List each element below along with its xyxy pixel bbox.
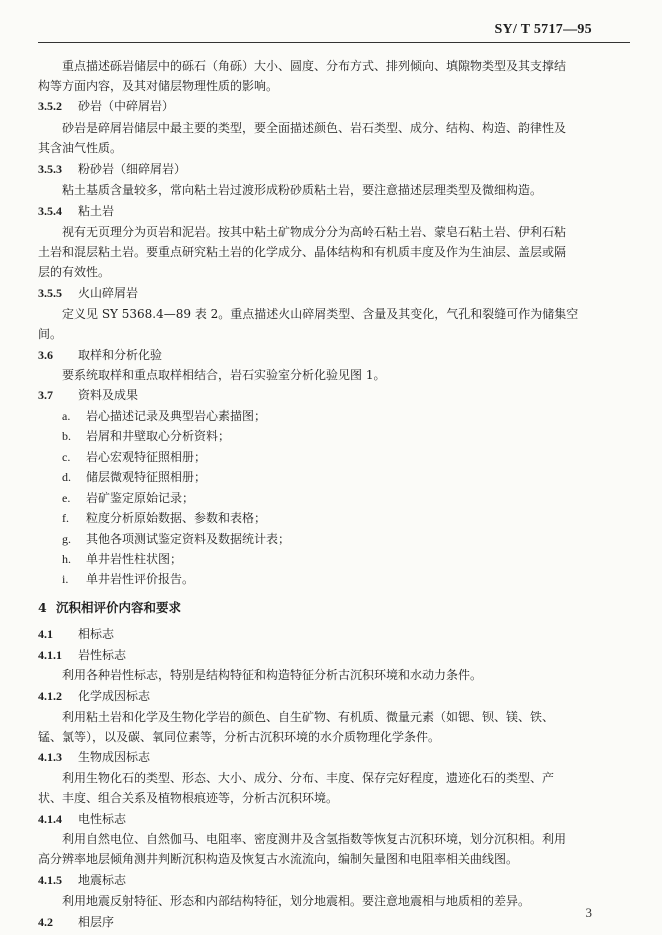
list-item (62, 447, 206, 467)
heading-title: 化学成因标志 (78, 689, 151, 703)
page-number: 3 (585, 905, 592, 920)
heading-number: 3.5.4 (38, 204, 62, 218)
paragraph-continuation: 状、丰度、组合关系及植物根痕迹等，分析古沉积环境。 (38, 791, 339, 805)
list-text: 单井岩性评价报告。 (86, 572, 195, 586)
paragraph-continuation: 土岩和混层粘土岩。要重点研究粘土岩的化学成分、晶体结构和有机质丰度及作为生油层、盖层或隔 (38, 245, 567, 259)
heading-number: 4.1 (38, 627, 53, 641)
heading-title: 岩性标志 (78, 648, 127, 662)
list-item (62, 426, 230, 446)
heading-number: 4.2 (38, 915, 53, 929)
heading-title: 火山碎屑岩 (78, 286, 139, 300)
paragraph-continuation: 锰、氯等），以及碳、氧同位素等，分析古沉积环境的水介质物理化学条件。 (38, 730, 441, 744)
heading-title: 生物成因标志 (78, 750, 151, 764)
list-text: 岩心宏观特征照相册； (86, 450, 207, 464)
heading-title: 砂岩（中碎屑岩） (78, 99, 175, 113)
list-marker: e. (62, 491, 71, 505)
list-marker: b. (62, 429, 71, 443)
list-text: 其他各项测试鉴定资料及数据统计表； (86, 532, 291, 546)
heading-number: 4.1.5 (38, 873, 62, 887)
section-heading (38, 96, 174, 116)
list-text: 岩矿鉴定原始记录； (86, 491, 195, 505)
section-heading (38, 159, 186, 179)
paragraph-line: 利用自然电位、自然伽马、电阻率、密度测井及含氢指数等恢复古沉积环境，划分沉积相。利用 (62, 832, 567, 846)
header-rule (38, 42, 630, 43)
list-text: 粒度分析原始数据、参数和表格； (86, 511, 267, 525)
list-marker: d. (62, 470, 71, 484)
paragraph-line: 砂岩是碎屑岩储层中最主要的类型，要全面描述颜色、岩石类型、成分、结构、构造、韵律性及 (62, 121, 567, 135)
paragraph-line: 利用各种岩性标志，特别是结构特征和构造特征分析古沉积环境和水动力条件。 (62, 668, 483, 682)
list-text: 岩屑和井壁取心分析资料； (86, 429, 231, 443)
paragraph-line: 利用生物化石的类型、形态、大小、成分、分布、丰度、保存完好程度，遗迹化石的类型、产 (62, 771, 555, 785)
heading-number: 3.5.2 (38, 99, 62, 113)
section-heading (38, 201, 114, 221)
list-item (62, 508, 266, 528)
list-marker: g. (62, 532, 71, 546)
list-item (62, 467, 206, 487)
section-heading (38, 645, 126, 665)
paragraph-continuation: 高分辨率地层倾角测井判断沉积构造及恢复古水流流向，编制矢量图和电阻率相关曲线图。 (38, 852, 519, 866)
heading-number: 4.1.4 (38, 812, 62, 826)
paragraph-line: 定义见 SY 5368.4—89 表 2。重点描述火山碎屑类型、含量及其变化，气孔和裂缝可作为储集空 (62, 307, 579, 321)
chapter-heading (38, 598, 181, 618)
section-heading (38, 870, 126, 890)
heading-title: 粘土岩 (78, 204, 115, 218)
list-marker: c. (62, 450, 71, 464)
heading-number: 3.5.5 (38, 286, 62, 300)
paragraph-line: 粘土基质含量较多，常向粘土岩过渡形成粉砂质粘土岩，要注意描述层理类型及微细构造。 (62, 183, 543, 197)
heading-title: 资料及成果 (78, 388, 139, 402)
list-item (62, 529, 290, 549)
heading-title: 相标志 (78, 627, 115, 641)
heading-number: 3.5.3 (38, 162, 62, 176)
list-marker: f. (62, 511, 69, 525)
chapter-title: 沉积相评价内容和要求 (56, 600, 182, 615)
section-heading (38, 912, 114, 932)
heading-title: 电性标志 (78, 812, 127, 826)
list-item (62, 549, 182, 569)
paragraph-line: 要系统取样和重点取样相结合，岩石实验室分析化验见图 1。 (62, 368, 386, 382)
paragraph-continuation: 其含油气性质。 (38, 141, 123, 155)
list-text: 储层微观特征照相册； (86, 470, 207, 484)
paragraph-continuation: 间。 (38, 327, 63, 341)
heading-title: 粉砂岩（细碎屑岩） (78, 162, 187, 176)
heading-number: 4.1.2 (38, 689, 62, 703)
paragraph-line: 利用地震反射特征、形态和内部结构特征，划分地震相。要注意地震相与地质相的差异。 (62, 894, 531, 908)
paragraph-continuation: 构等方面内容，及其对储层物理性质的影响。 (38, 79, 279, 93)
paragraph-continuation: 层的有效性。 (38, 265, 111, 279)
section-heading (38, 283, 138, 303)
paragraph-line: 视有无页理分为页岩和泥岩。按其中粘土矿物成分分为高岭石粘土岩、蒙皂石粘土岩、伊利石粘 (62, 225, 567, 239)
heading-title: 取样和分析化验 (78, 348, 163, 362)
list-marker: i. (62, 572, 69, 586)
section-heading (38, 385, 138, 405)
section-heading (38, 624, 114, 644)
chapter-number: 4 (38, 600, 47, 615)
list-item (62, 488, 194, 508)
paragraph-line: 重点描述砾岩储层中的砾石（角砾）大小、圆度、分布方式、排列倾向、填隙物类型及其支撑结 (62, 59, 567, 73)
list-text: 岩心描述记录及典型岩心素描图； (86, 409, 267, 423)
list-text: 单井岩性柱状图； (86, 552, 183, 566)
standard-code: SY/ T 5717—95 (494, 22, 592, 37)
section-heading (38, 747, 150, 767)
heading-number: 3.6 (38, 348, 53, 362)
section-heading (38, 345, 162, 365)
heading-title: 地震标志 (78, 873, 127, 887)
heading-number: 4.1.1 (38, 648, 62, 662)
list-marker: h. (62, 552, 71, 566)
section-heading (38, 809, 126, 829)
list-item (62, 406, 266, 426)
heading-number: 4.1.3 (38, 750, 62, 764)
section-heading (38, 686, 150, 706)
heading-title: 相层序 (78, 915, 115, 929)
list-marker: a. (62, 409, 71, 423)
list-item (62, 569, 194, 589)
paragraph-line: 利用粘土岩和化学及生物化学岩的颜色、自生矿物、有机质、微量元素（如锶、钡、镁、铁、 (62, 710, 555, 724)
heading-number: 3.7 (38, 388, 53, 402)
